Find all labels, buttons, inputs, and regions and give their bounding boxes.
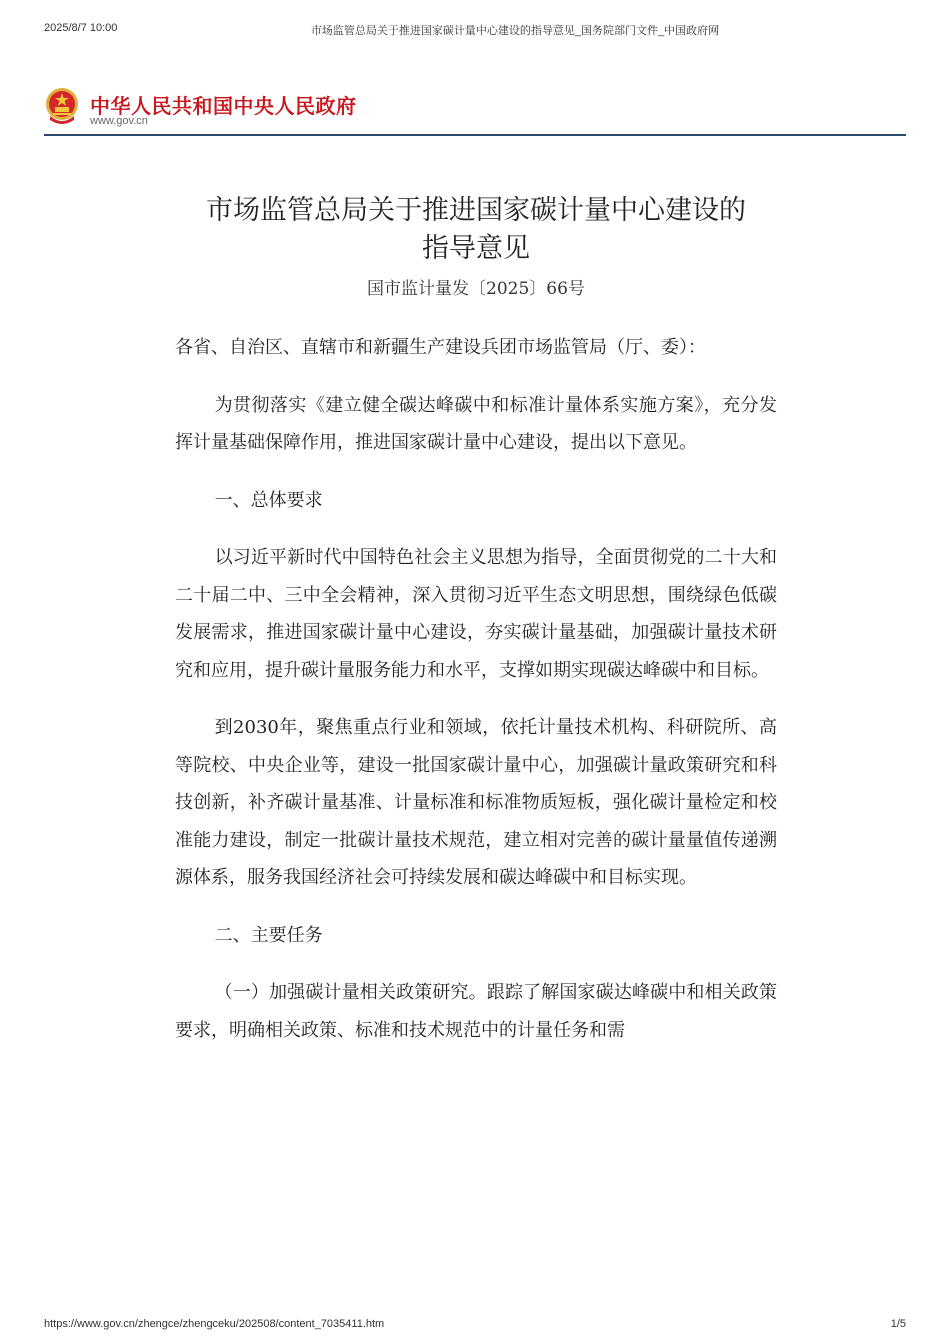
paragraph-task-1: （一）加强碳计量相关政策研究。跟踪了解国家碳达峰碳中和相关政策要求，明确相关政策、标准和技术规范中的计量任务和需 [175,982,777,1041]
site-url[interactable]: www.gov.cn [90,115,148,127]
print-datetime: 2025/8/7 10:00 [44,22,118,34]
document-number: 国市监计量发〔2025〕66号 [367,279,585,299]
site-name[interactable]: 中华人民共和国中央人民政府 [90,94,357,118]
national-emblem-icon [44,86,80,126]
title-line-1: 市场监管总局关于推进国家碳计量中心建设的 [206,195,746,226]
section-heading-1: 一、总体要求 [214,489,323,511]
document-title [175,192,777,268]
section-heading-2: 二、主要任务 [214,924,323,946]
page-number: 1/5 [890,1318,906,1330]
paragraph-intro: 为贯彻落实《建立健全碳达峰碳中和标准计量体系实施方案》，充分发挥计量基础保障作用，推进国家碳计量中心建设，提出以下意见。 [175,394,777,453]
site-header [44,84,906,136]
title-line-2: 指导意见 [422,233,530,264]
paragraph-2030-goal: 到2030年，聚焦重点行业和领域，依托计量技术机构、科研院所、高等院校、中央企业等，建设一批国家碳计量中心，加强碳计量政策研究和科技创新，补齐碳计量基准、计量标准和标准物质短板，强化碳计量检定和校准能力建设，制定一批碳计量技术规范，建立相对完善的碳计量量值传递溯源体系，服务我国经济社会可持续发展和碳达峰碳中和目标实现。 [175,717,777,888]
print-url: https://www.gov.cn/zhengce/zhengceku/202508/content_7035411.htm [44,1318,385,1330]
addressee: 各省、自治区、直辖市和新疆生产建设兵团市场监管局（厅、委）： [175,337,706,358]
paragraph-guiding-principle: 以习近平新时代中国特色社会主义思想为指导，全面贯彻党的二十大和二十届二中、三中全会精神，深入贯彻习近平生态文明思想，围绕绿色低碳发展需求，推进国家碳计量中心建设，夯实碳计量基础，加强碳计量技术研究和应用，提升碳计量服务能力和水平，支撑如期实现碳达峰碳中和目标。 [175,547,777,681]
print-page-title: 市场监管总局关于推进国家碳计量中心建设的指导意见_国务院部门文件_中国政府网 [310,25,720,37]
document-body [175,192,777,1049]
